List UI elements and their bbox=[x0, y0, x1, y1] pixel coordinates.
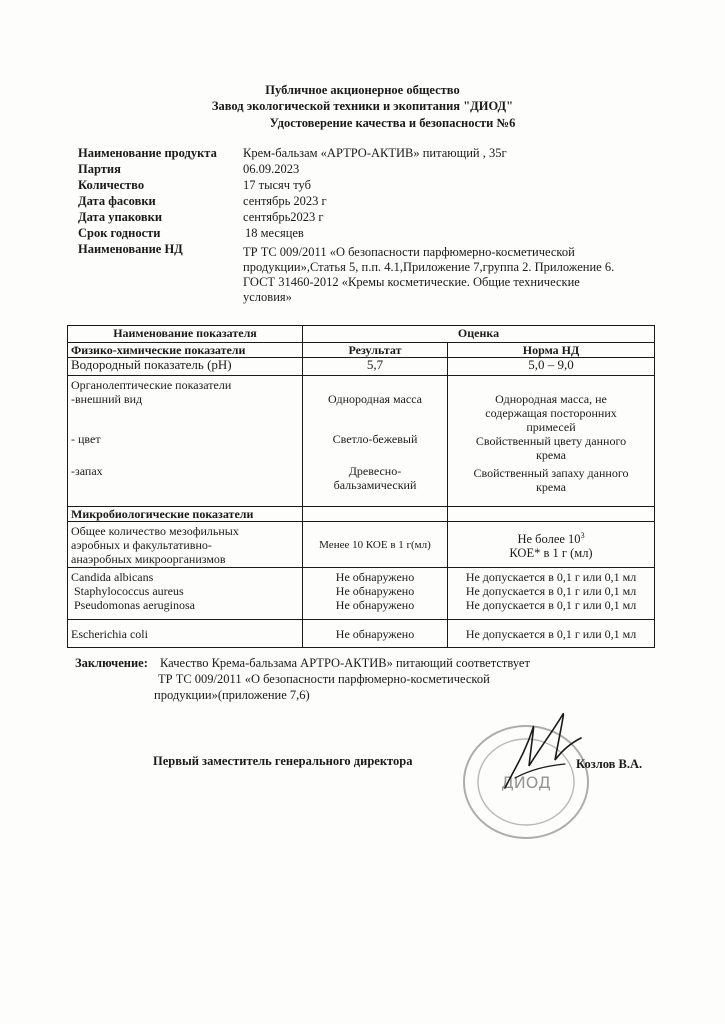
color-result: Светло-бежевый bbox=[332, 432, 418, 446]
batch-label: Партия bbox=[78, 162, 121, 176]
mesophil-norm-text: Не более 10 bbox=[517, 532, 581, 547]
pathogen-norm: Не допускается в 0,1 г или 0,1 мл bbox=[465, 584, 637, 598]
ph-norm: 5,0 – 9,0 bbox=[448, 358, 655, 376]
smell-norm-line: крема bbox=[536, 480, 566, 494]
physchem-section-header: Физико-химические показатели bbox=[68, 343, 303, 358]
normative-doc-line: ГОСТ 31460-2012 «Кремы косметические. Общие технические bbox=[243, 275, 580, 289]
mesophil-name-line: Общее количество мезофильных bbox=[71, 524, 239, 538]
col-result: Результат bbox=[303, 343, 448, 358]
quantity-label: Количество bbox=[78, 178, 145, 192]
smell-norm-line: Свойственный запаху данного bbox=[473, 466, 629, 480]
ecoli-name: Escherichia coli bbox=[68, 620, 303, 648]
pathogens-norms bbox=[448, 568, 655, 620]
ph-name: Водородный показатель (pH) bbox=[68, 358, 303, 376]
micro-section-row bbox=[68, 507, 655, 522]
pathogen-norm: Не допускается в 0,1 г или 0,1 мл bbox=[465, 570, 637, 584]
appearance-name: -внешний вид bbox=[71, 392, 143, 406]
normative-doc-line: условия» bbox=[243, 290, 292, 304]
indicators-table bbox=[67, 325, 655, 648]
mesophil-result: Менее 10 КОЕ в 1 г(мл) bbox=[303, 522, 448, 568]
appearance-norm-line: содержащая посторонних bbox=[485, 406, 617, 420]
appearance-result: Однородная масса bbox=[327, 392, 423, 406]
smell-name: -запах bbox=[71, 464, 103, 478]
normative-doc-line: ТР ТС 009/2011 «О безопасности парфюмерно-косметической bbox=[243, 245, 575, 259]
mesophil-row bbox=[68, 522, 655, 568]
mesophil-name-line: аэробных и факультативно- bbox=[71, 538, 212, 552]
conclusion-line: продукции»(приложение 7,6) bbox=[154, 688, 310, 702]
package-date-label: Дата упаковки bbox=[78, 210, 163, 224]
signatory-name: Козлов В.А. bbox=[576, 757, 643, 771]
mesophil-name-line: анаэробных микроорганизмов bbox=[71, 552, 226, 566]
ecoli-row bbox=[68, 620, 655, 648]
normative-doc-line: продукции»,Статья 5, п.п. 4.1,Приложение 7,группа 2. Приложение 6. bbox=[243, 260, 615, 274]
col-norm: Норма НД bbox=[448, 343, 655, 358]
mesophil-name bbox=[68, 522, 303, 568]
pathogens-results bbox=[303, 568, 448, 620]
pathogen-name: Candida albicans bbox=[71, 570, 154, 584]
table-row bbox=[68, 358, 655, 376]
packing-date-value: сентябрь 2023 г bbox=[243, 194, 327, 208]
table-subheader-row bbox=[68, 343, 655, 358]
appearance-norm-line: Однородная масса, не bbox=[495, 392, 607, 406]
color-norm-line: Свойственный цвету данного bbox=[475, 434, 627, 448]
normative-doc-value bbox=[243, 245, 614, 305]
organoleptic-names bbox=[68, 376, 303, 507]
package-date-value: сентябрь2023 г bbox=[243, 210, 324, 224]
pathogen-name: Staphylococcus aureus bbox=[71, 584, 184, 598]
shelf-life-label: Срок годности bbox=[78, 226, 161, 240]
company-type: Публичное акционерное общество bbox=[265, 83, 460, 97]
pathogens-names bbox=[68, 568, 303, 620]
organoleptic-results bbox=[303, 376, 448, 507]
signatory-title: Первый заместитель генерального директора bbox=[153, 754, 413, 768]
color-norm-line: крема bbox=[536, 448, 566, 462]
micro-section-header: Микробиологические показатели bbox=[68, 507, 303, 522]
conclusion-label: Заключение: bbox=[75, 656, 148, 670]
ecoli-norm: Не допускается в 0,1 г или 0,1 мл bbox=[448, 620, 655, 648]
table-header-row bbox=[68, 326, 655, 343]
packing-date-label: Дата фасовки bbox=[78, 194, 156, 208]
organoleptic-norms bbox=[448, 376, 655, 507]
col-evaluation: Оценка bbox=[303, 326, 655, 343]
company-name: Завод экологической техники и экопитания "ДИОД" bbox=[211, 99, 514, 113]
mesophil-norm-line2: КОЕ* в 1 г (мл) bbox=[509, 546, 593, 561]
pathogen-result: Не обнаружено bbox=[335, 598, 415, 612]
handwritten-signature bbox=[485, 708, 595, 798]
product-name-label: Наименование продукта bbox=[78, 146, 217, 160]
mesophil-norm bbox=[448, 522, 655, 568]
conclusion-line: ТР ТС 009/2011 «О безопасности парфюмерно-косметической bbox=[158, 672, 490, 686]
color-name: - цвет bbox=[71, 432, 101, 446]
organoleptic-title: Органолептические показатели bbox=[71, 378, 232, 392]
appearance-norm-line: примесей bbox=[526, 420, 576, 434]
pathogens-row bbox=[68, 568, 655, 620]
micro-empty-norm bbox=[448, 507, 655, 522]
micro-empty-result bbox=[303, 507, 448, 522]
pathogen-result: Не обнаружено bbox=[335, 584, 415, 598]
smell-result-line: бальзамический bbox=[333, 478, 417, 492]
stamp-center-text: ДИОД bbox=[501, 773, 551, 792]
quantity-value: 17 тысяч туб bbox=[243, 178, 311, 192]
smell-result-line: Древесно- bbox=[348, 464, 402, 478]
ecoli-result: Не обнаружено bbox=[303, 620, 448, 648]
col-indicator-name: Наименование показателя bbox=[68, 326, 303, 343]
pathogen-norm: Не допускается в 0,1 г или 0,1 мл bbox=[465, 598, 637, 612]
conclusion-line: Качество Крема-бальзама АРТРО-АКТИВ» питающий соответствует bbox=[160, 656, 530, 670]
document-title: Удостоверение качества и безопасности №6 bbox=[269, 116, 516, 130]
batch-value: 06.09.2023 bbox=[243, 162, 300, 176]
product-name-value: Крем-бальзам «АРТРО-АКТИВ» питающий , 35г bbox=[243, 146, 507, 160]
pathogen-name: Pseudomonas aeruginosa bbox=[71, 598, 195, 612]
shelf-life-value: 18 месяцев bbox=[245, 226, 304, 240]
organoleptic-row bbox=[68, 376, 655, 507]
mesophil-norm-exponent: 3 bbox=[580, 530, 585, 540]
pathogen-result: Не обнаружено bbox=[335, 570, 415, 584]
ph-result: 5,7 bbox=[303, 358, 448, 376]
normative-doc-label: Наименование НД bbox=[78, 242, 183, 256]
